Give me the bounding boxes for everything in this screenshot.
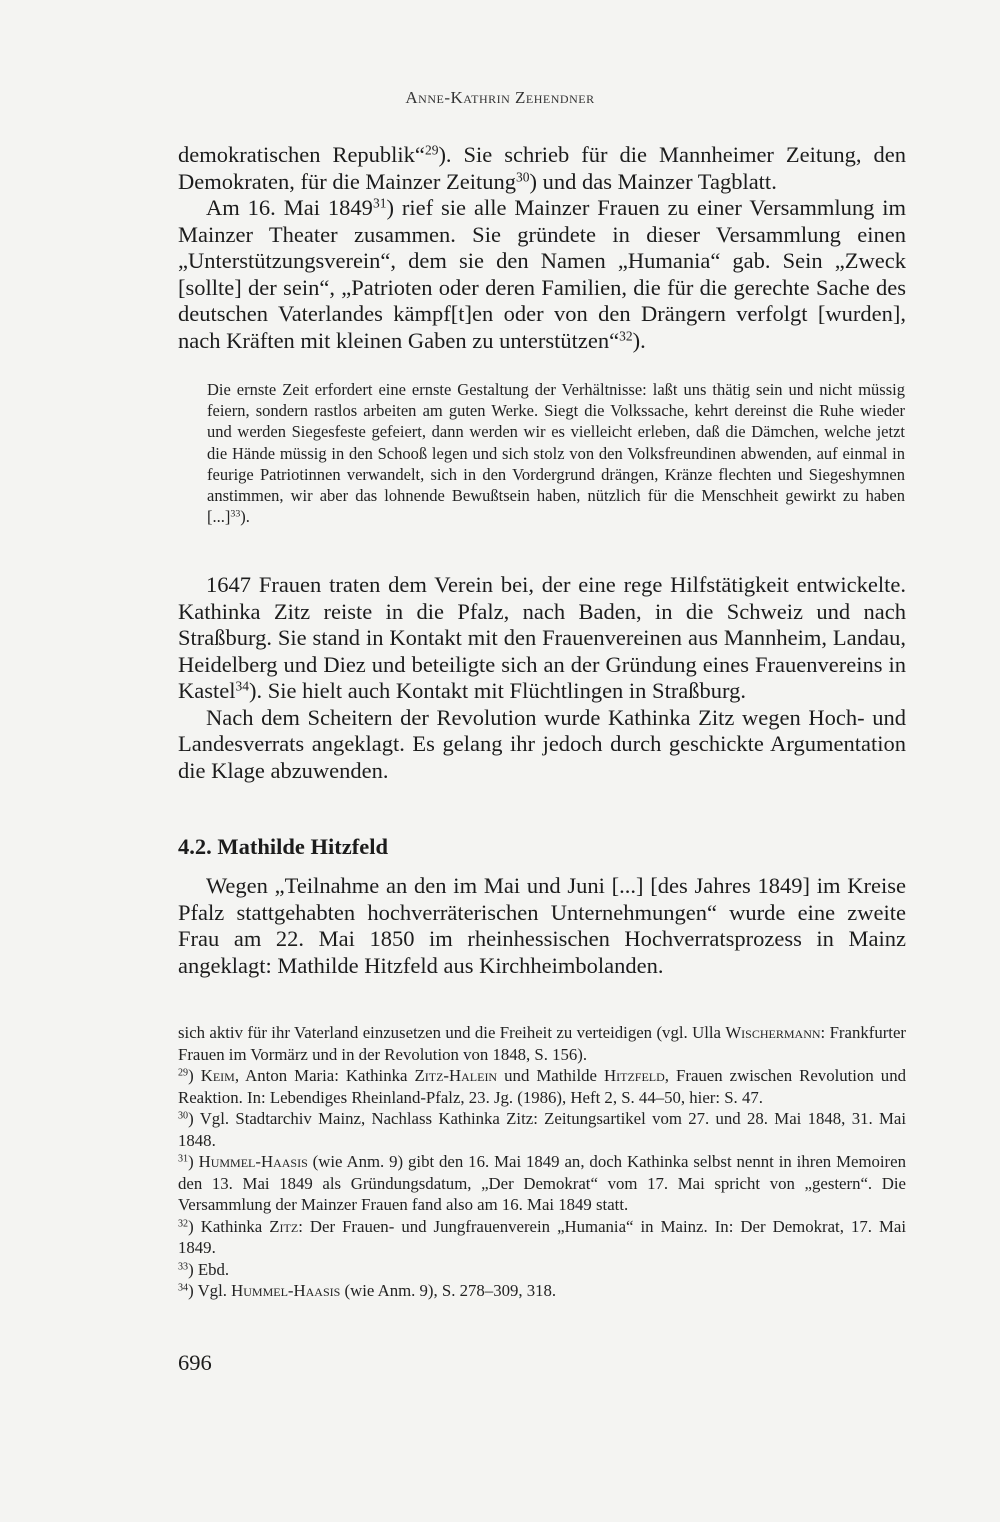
- footnote-continuation: [178, 1022, 906, 1065]
- footnote-32: $^{32}$) Kathinka Zitz: Der Frauen- und Jungfrauenverein „Humania“ in Mainz. In: Der Demokrat, 17. Mai 1849.: [178, 1216, 906, 1257]
- body-paragraphs-bottom: [178, 873, 906, 979]
- body-paragraphs-top: [178, 142, 906, 354]
- footnote-29: $^{29}$) Keim, Anton Maria: Kathinka Zitz-Halein und Mathilde Hitzfeld, Frauen zwischen Revolution und Reaktion. In: Lebendiges Rheinland-Pfalz, 23. Jg. (1986), Heft 2, S. 44–50, hier: S. 47.: [178, 1066, 906, 1107]
- author-name: Keim: [200, 1066, 235, 1085]
- footnote-number: 31: [178, 1153, 189, 1165]
- section-heading: 4.2. Mathilde Hitzfeld: [178, 834, 388, 859]
- running-head: Anne-Kathrin Zehendner: [405, 88, 595, 107]
- footnote-ref-29[interactable]: 29: [424, 142, 439, 158]
- footnote-ref-30[interactable]: 30: [516, 169, 530, 185]
- author-name: Zitz: [269, 1216, 299, 1236]
- text-run: ). Sie schrieb für die Mannheimer Zeitung, den Demokraten, für die Mainzer Zeitung: [178, 142, 907, 194]
- footnote-number: 30: [178, 1110, 189, 1122]
- text-run: ) rief sie alle Mainzer Frauen zu einer Versammlung im Mainzer Theater zusammen. Sie gründete in dieser Versammlung einen „Unterstützungsverein“, dem sie den Namen „Humania“ gab. Sein „Zweck [sollte] der sein“, „Patrioten oder deren Familien, die für die gerechte Sache des deutschen Vaterlandes kämpf[t]en oder von den Drängern verfolgt [wurden], nach Kräften mit kleinen Gaben zu unterstützen“: [178, 195, 907, 353]
- author-name: Wischermann: [725, 1023, 821, 1042]
- text-run: ) und das Mainzer Tagblatt.: [529, 168, 777, 194]
- paragraph-4: Nach dem Scheitern der Revolution wurde Kathinka Zitz wegen Hoch- und Landesverrats angeklagt. Es gelang ihr jedoch durch geschickte Argumentation die Klage abzuwenden.: [178, 704, 906, 783]
- footnote-30: $^{30}$) Vgl. Stadtarchiv Mainz, Nachlass Kathinka Zitz: Zeitungsartikel vom 27. und 28. Mai 1848, 31. Mai 1848.: [178, 1109, 907, 1150]
- footnote-33: $^{33}$) Ebd.: [178, 1259, 230, 1279]
- author-name: Zitz-Halein: [414, 1066, 498, 1085]
- paragraph-1: [178, 142, 906, 195]
- footnote-ref-31[interactable]: 31: [372, 195, 387, 211]
- text-run: : Frankfurter Frauen im Vormärz und in der Revolution von 1848, S. 156).: [178, 1023, 906, 1064]
- text-run: , Frauen zwischen Revolution und Reaktion. In: Lebendiges Rheinland-Pfalz, 23. Jg. (1986), Heft 2, S. 44–50, hier: S. 47.: [178, 1066, 906, 1107]
- text-run: Vgl.: [197, 1281, 232, 1300]
- footnote-34: $^{34}$) Vgl. Hummel-Haasis (wie Anm. 9), S. 278–309, 318.: [178, 1281, 557, 1300]
- text-run: demokratischen Republik“: [178, 142, 425, 167]
- text-run: : Der Frauen- und Jungfrauenverein „Humania“ in Mainz. In: Der Demokrat, 17. Mai 1849.: [178, 1216, 906, 1257]
- body-paragraphs-middle: [178, 572, 906, 784]
- footnote-number: 32: [178, 1217, 189, 1229]
- paragraph-2: [178, 195, 906, 354]
- author-name: Hitzfeld: [604, 1066, 665, 1085]
- text-run: Am 16. Mai 1849: [206, 195, 373, 220]
- text-run: Kathinka: [200, 1216, 270, 1236]
- footnote-31: $^{31}$) Hummel-Haasis (wie Anm. 9) gibt den 16. Mai 1849 an, doch Kathinka selbst nennt in ihren Memoiren den 13. Mai 1849 als Gründungsdatum, „Der Demokrat“ vom 17. Mai spricht von „gestern“. Die Versammlung der Mainzer Frauen fand also am 16. Mai 1849 statt.: [178, 1152, 906, 1214]
- text-run: (wie Anm. 9), S. 278–309, 318.: [340, 1281, 557, 1300]
- author-name: Hummel-Haasis: [231, 1281, 341, 1300]
- text-run: , Anton Maria: Kathinka: [234, 1066, 415, 1085]
- footnote-ref-32[interactable]: 32: [619, 328, 633, 344]
- paragraph-3: [178, 572, 906, 705]
- text-run: sich aktiv für ihr Vaterland einzusetzen und die Freiheit zu verteidigen (vgl. Ulla: [178, 1023, 726, 1042]
- footnote-number: 33: [178, 1260, 189, 1272]
- paragraph-5: Wegen „Teilnahme an den im Mai und Juni [...] [des Jahres 1849] im Kreise Pfalz stattgehabten hochverräterischen Unternehmungen“ wurde eine zweite Frau am 22. Mai 1850 im rheinhessischen Hochverratsprozess in Mainz angeklagt: Mathilde Hitzfeld aus Kirchheimbolanden.: [178, 873, 906, 978]
- footnote-number: 34: [178, 1282, 189, 1294]
- block-quote: [207, 379, 905, 527]
- footnote-number: 29: [178, 1067, 189, 1079]
- text-run: ).: [240, 507, 250, 527]
- footnote-ref-34[interactable]: 34: [235, 678, 249, 694]
- text-run: ). Sie hielt auch Kontakt mit Flüchtlingen in Straßburg.: [248, 678, 747, 703]
- footnotes: [178, 1022, 906, 1302]
- text-run: (wie Anm. 9) gibt den 16. Mai 1849 an, doch Kathinka selbst nennt in ihren Memoiren den 13. Mai 1849 als Gründungsdatum, „Der Demokrat“ vom 17. Mai spricht von „gestern“. Die Versammlung der Mainzer Frauen fand also am 16. Mai 1849 statt.: [178, 1152, 906, 1214]
- page-number: 696: [178, 1350, 212, 1375]
- text-run: Ebd.: [197, 1259, 230, 1279]
- text-run: Vgl. Stadtarchiv Mainz, Nachlass Kathinka Zitz: Zeitungsartikel vom 27. und 28. Mai 1848, 31. Mai 1848.: [178, 1109, 907, 1150]
- text-run: 1647 Frauen traten dem Verein bei, der eine rege Hilfstätigkeit entwickelte. Kathinka Zitz reiste in die Pfalz, nach Baden, in die Schweiz und nach Straßburg. Sie stand in Kontakt mit den Frauenvereinen aus Mannheim, Landau, Heidelberg und Diez und beteiligte sich an der Gründung eines Frauenvereins in Kastel: [178, 572, 906, 703]
- text-run: ).: [632, 327, 646, 353]
- author-name: Hummel-Haasis: [198, 1152, 308, 1171]
- quote-text: Die ernste Zeit erfordert eine ernste Gestaltung der Verhältnisse: laßt uns thätig sein und nicht müssig feiern, sondern rastlos arbeiten am guten Werke. Siegt die Volkssache, kehrt dereinst die Ruhe wieder und werden Siegesfeste gefeiert, dann werden wir es vielleicht erleben, daß die Dämchen, welche jetzt die Hände müssig in den Schooß legen und sich stolz von den Volksfreundinen abwenden, auf einmal in feurige Patriotinnen verwandelt, sich in den Vordergrund drängen, Kränze flechten und Siegeshymnen anstimmen, wir aber das lohnende Bewußtsein haben, nützlich für die Menschheit gewirkt zu haben [...]: [207, 380, 905, 527]
- footnote-ref-33[interactable]: 33: [230, 508, 241, 520]
- text-run: und Mathilde: [497, 1066, 605, 1085]
